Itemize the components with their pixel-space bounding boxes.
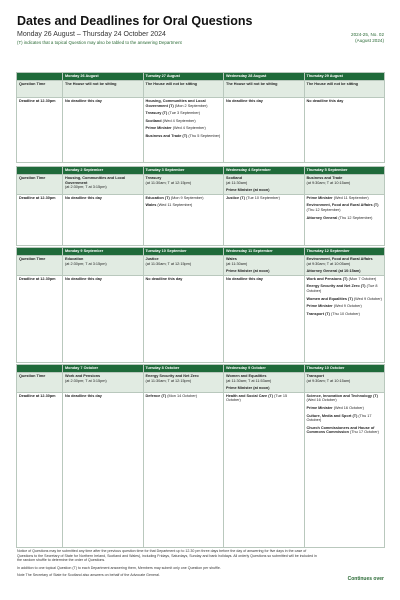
deadline-item (146, 126, 222, 131)
question-time-slot: (at 11:30am) (226, 261, 248, 266)
header-corner (17, 248, 63, 256)
footnote-2: In addition to one topical Question (T) to each Department answering them, Members may submit only one Question per shuffle. (17, 565, 221, 570)
question-time-cell (304, 175, 385, 195)
answer-date: (Thu 12 September) (306, 207, 341, 212)
issue-date: (August 2024) (355, 38, 384, 43)
question-time-slot: (at 11:30am; T at 12:15pm) (145, 180, 192, 185)
row-label-question-time: Question Time (17, 175, 63, 195)
deadline-item (146, 196, 222, 201)
department-name: Scotland (145, 118, 162, 123)
department-name: Defence (T) (145, 393, 167, 398)
question-time-slot: (at 9:30am; T at 10:15am) (306, 378, 351, 383)
department-name: No deadline this day (65, 195, 102, 200)
deadline-item (226, 196, 302, 201)
department-name: Transport (T) (306, 311, 330, 316)
question-time-cell (304, 373, 385, 393)
week-table (16, 166, 385, 246)
deadline-item (146, 99, 222, 108)
department-name: No deadline this day (226, 99, 263, 103)
department-name: Culture, Media and Sport (T) (306, 413, 358, 418)
department-name: Wales (226, 257, 237, 261)
deadline-item (307, 203, 383, 212)
department-name: No deadline this day (65, 393, 102, 398)
deadline-item (307, 284, 383, 293)
department-name: Environment, Food and Rural Affairs (T) (306, 203, 379, 208)
deadline-cell (63, 275, 144, 362)
department-name: Prime Minister (306, 304, 333, 309)
department-name: Education (65, 257, 84, 261)
deadline-item (146, 203, 222, 208)
answer-date: (Tue 10 September) (246, 195, 280, 200)
deadline-cell (304, 98, 385, 163)
question-time-cell (304, 256, 385, 276)
department-name: Prime Minister (145, 126, 172, 131)
deadline-item (307, 196, 383, 201)
question-time-cell (143, 373, 224, 393)
department-name: Work and Pensions (65, 374, 101, 378)
department-name: Scotland (226, 176, 243, 180)
answer-date: (Wed 16 October) (333, 405, 364, 410)
day-header: Monday 26 August (63, 73, 144, 81)
answer-date: (Wed 9 October) (333, 304, 362, 309)
deadline-item (65, 277, 141, 282)
answer-date: (Thu 17 October) (349, 430, 379, 435)
department-name: Treasury (145, 176, 162, 180)
department-name: Education (T) (145, 195, 170, 200)
deadline-item (307, 406, 383, 411)
department-name: Housing, Communities and Local Government (T) (145, 99, 206, 108)
additional-question-time: Attorney General (at 10:15am) (306, 269, 361, 274)
week-table (16, 247, 385, 363)
answer-date: (Mon 2 September) (174, 103, 208, 108)
header-corner (17, 73, 63, 81)
department-name: Treasury (T) (145, 111, 168, 116)
topical-note: (T) indicates that a topical Question may also be tabled to the answering Department (17, 40, 182, 45)
answer-date: (Mon 7 October) (348, 276, 377, 281)
department-name: Women and Equalities (226, 374, 267, 378)
answer-date: (Thu 10 October) (330, 311, 360, 316)
department-name: Justice (T) (226, 195, 245, 200)
deadline-cell (63, 194, 144, 245)
department-name: Women and Equalities (T) (306, 296, 353, 301)
day-header: Tuesday 10 September (143, 248, 224, 256)
deadline-cell (224, 98, 305, 163)
department-name: The House will not be sitting (145, 82, 197, 86)
question-time-slot: (at 2:30pm; T at 3:15pm) (65, 261, 107, 266)
deadline-item (307, 216, 383, 221)
day-header: Monday 9 September (63, 248, 144, 256)
department-name: Environment, Food and Rural Affairs (306, 257, 373, 261)
deadline-item (146, 134, 222, 139)
week-table (16, 364, 385, 548)
question-time-slot: (at 11:30am; T at 11:53am) (226, 378, 272, 383)
deadline-item (226, 277, 302, 282)
issue-number: 2024-25, No. 02 (351, 32, 384, 37)
department-name: Energy Security and Net Zero (145, 374, 199, 378)
deadline-cell (63, 98, 144, 163)
deadline-item (307, 99, 383, 104)
department-name: Business and Trade (306, 176, 343, 180)
question-time-cell (63, 81, 144, 98)
deadline-cell (143, 275, 224, 362)
question-time-cell (224, 175, 305, 195)
answer-date: (Tue 3 September) (168, 111, 201, 116)
page-title: Dates and Deadlines for Oral Questions (17, 14, 253, 28)
department-name: The House will not be sitting (226, 82, 278, 86)
department-name: The House will not be sitting (65, 82, 117, 86)
deadline-cell (304, 392, 385, 547)
question-time-slot: (at 2:30pm; T at 3:15pm) (65, 185, 107, 190)
day-header: Thursday 10 October (304, 365, 385, 373)
answer-date: (Wed 11 September) (157, 203, 193, 208)
question-time-slot: (at 11:30am; T at 12:15pm) (145, 378, 192, 383)
deadline-item (307, 394, 383, 403)
answer-date: (Tue 8 October) (306, 284, 378, 293)
department-name: Justice (145, 257, 159, 261)
department-name: No deadline this day (226, 276, 263, 281)
department-name: No deadline this day (145, 276, 183, 281)
deadline-cell (224, 194, 305, 245)
question-time-cell (63, 175, 144, 195)
answer-date: (Tue 15 October) (226, 393, 288, 403)
answer-date: (Wed 16 October) (306, 398, 337, 403)
continues-over: Continues over (347, 576, 384, 582)
deadline-cell (143, 392, 224, 547)
deadline-cell (224, 275, 305, 362)
question-time-slot: (at 2:30pm; T at 3:15pm) (65, 378, 107, 383)
answer-date: (Thu 17 October) (306, 413, 372, 423)
department-name: Science, Innovation and Technology (T) (306, 393, 378, 398)
day-header: Thursday 5 September (304, 167, 385, 175)
deadline-cell (304, 194, 385, 245)
deadline-item (307, 414, 383, 423)
row-label-deadline: Deadline at 12.30pm (17, 392, 63, 547)
question-time-cell (63, 373, 144, 393)
department-name: No deadline this day (65, 99, 102, 103)
department-name: Work and Pensions (T) (306, 276, 348, 281)
day-header: Wednesday 4 September (224, 167, 305, 175)
day-header: Thursday 29 August (304, 73, 385, 81)
deadline-cell (224, 392, 305, 547)
department-name: Health and Social Care (T) (226, 393, 274, 398)
deadline-item (307, 297, 383, 302)
question-time-slot: (at 9:30am; T at 10:15am) (306, 180, 351, 185)
answer-date: (Mon 14 October) (167, 393, 198, 398)
department-name: Prime Minister (306, 195, 333, 200)
question-time-cell (224, 256, 305, 276)
additional-question-time: Prime Minister (at noon) (226, 269, 270, 274)
additional-question-time: Prime Minister (at noon) (226, 188, 270, 193)
deadline-cell (63, 392, 144, 547)
deadline-item (226, 99, 302, 104)
row-label-question-time: Question Time (17, 81, 63, 98)
day-header: Monday 7 October (63, 365, 144, 373)
deadline-item (146, 119, 222, 124)
deadline-item (307, 312, 383, 317)
question-time-cell (224, 373, 305, 393)
deadline-item (146, 277, 222, 282)
header-corner (17, 167, 63, 175)
page-subtitle: Monday 26 August – Thursday 24 October 2024 (17, 31, 166, 38)
deadline-item (65, 394, 141, 399)
answer-date: (Mon 9 September) (170, 195, 204, 200)
deadline-item (146, 394, 222, 399)
department-name: Prime Minister (306, 405, 333, 410)
department-name: Transport (306, 374, 325, 378)
question-time-slot: (at 9:30am; T at 10:05am) (306, 261, 351, 266)
deadline-cell (304, 275, 385, 362)
day-header: Wednesday 9 October (224, 365, 305, 373)
week-table (16, 72, 385, 163)
row-label-question-time: Question Time (17, 373, 63, 393)
question-time-cell (304, 81, 385, 98)
department-name: Business and Trade (T) (145, 133, 188, 138)
day-header: Tuesday 27 August (143, 73, 224, 81)
footnotes (17, 549, 317, 578)
row-label-question-time: Question Time (17, 256, 63, 276)
deadline-cell (143, 194, 224, 245)
deadline-cell (143, 98, 224, 163)
row-label-deadline: Deadline at 12.30pm (17, 194, 63, 245)
department-name: No deadline this day (65, 276, 102, 281)
day-header: Thursday 12 September (304, 248, 385, 256)
question-time-cell (143, 256, 224, 276)
department-name: Housing, Communities and Local Government (65, 176, 126, 185)
header-corner (17, 365, 63, 373)
answer-date: (Wed 11 September) (333, 195, 369, 200)
answer-date: (Thu 12 September) (338, 215, 373, 220)
answer-date: (Thu 5 September) (188, 133, 221, 138)
question-time-cell (224, 81, 305, 98)
department-name: Church Commissioners and House of Commons Commission (306, 425, 375, 435)
question-time-slot: (at 11:30am) (226, 180, 248, 185)
deadline-item (307, 304, 383, 309)
deadline-item (226, 394, 302, 403)
deadline-item (307, 277, 383, 282)
footnote-3: Note The Secretary of State for Scotland also answers on behalf of the Advocate General. (17, 573, 160, 578)
day-header: Wednesday 28 August (224, 73, 305, 81)
question-time-cell (143, 175, 224, 195)
row-label-deadline: Deadline at 12.30pm (17, 98, 63, 163)
row-label-deadline: Deadline at 12.30pm (17, 275, 63, 362)
question-time-cell (143, 81, 224, 98)
day-header: Monday 2 September (63, 167, 144, 175)
department-name: Attorney General (306, 215, 338, 220)
issue-info (351, 32, 384, 44)
department-name: No deadline this day (306, 99, 344, 103)
department-name: Wales (145, 203, 157, 208)
deadline-item (65, 99, 141, 104)
day-header: Tuesday 8 October (143, 365, 224, 373)
deadline-item (146, 111, 222, 116)
answer-date: (Wed 4 September) (172, 126, 206, 131)
question-time-cell (63, 256, 144, 276)
answer-date: (Wed 4 September) (162, 118, 196, 123)
footnote-1: Notice of Questions may be submitted any time after the previous question time for that Department up to 12.30 pm three days before the day of answering for five days in the case of Questions to the Secretary of State for Northern Ireland, Scotland and Wales), including Fridays, Saturdays, Sunday and bank holidays. All orderly Questions so submitted will be included in the random shuffle to determine the order of Questions. (17, 549, 317, 563)
day-header: Wednesday 11 September (224, 248, 305, 256)
department-name: Energy Security and Net Zero (T) (306, 284, 366, 289)
deadline-item (307, 426, 383, 435)
deadline-item (65, 196, 141, 201)
answer-date: (Wed 9 October) (353, 296, 382, 301)
question-time-slot: (at 11:30am; T at 12:15pm) (145, 261, 192, 266)
additional-question-time: Prime Minister (at noon) (226, 386, 270, 391)
day-header: Tuesday 3 September (143, 167, 224, 175)
department-name: The House will not be sitting (306, 82, 358, 86)
